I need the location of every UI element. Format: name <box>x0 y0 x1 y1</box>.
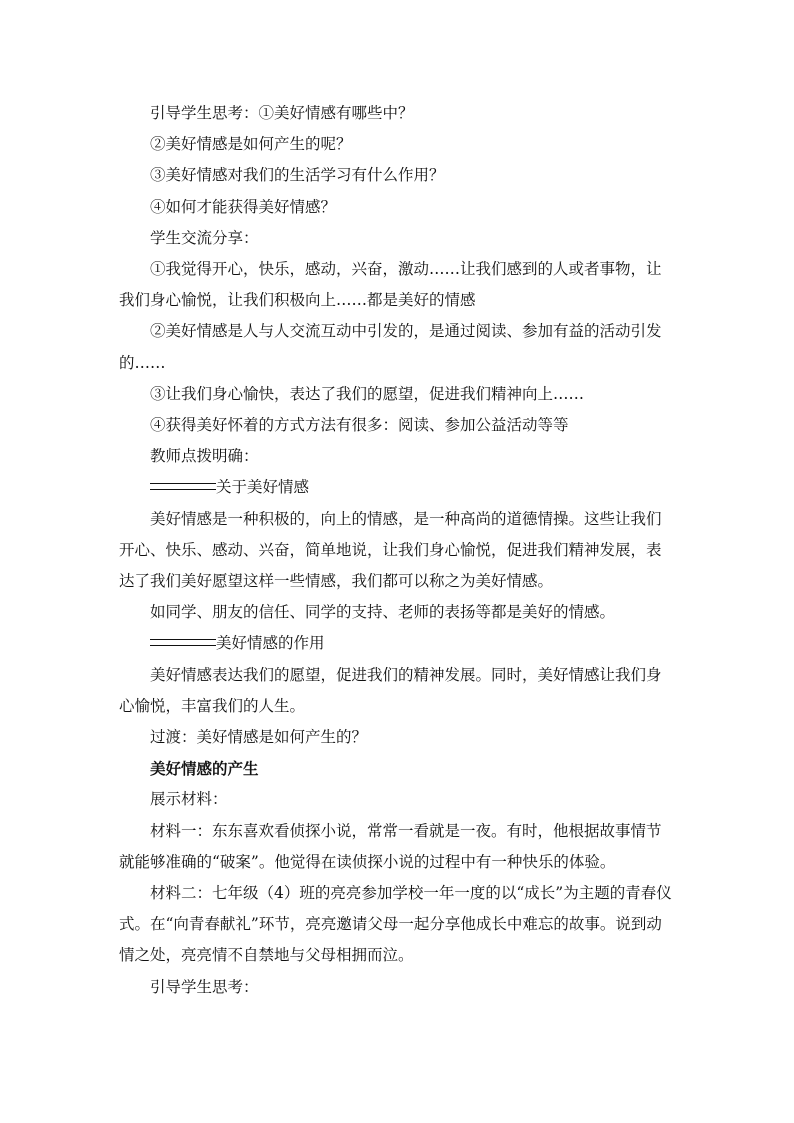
paragraph-guide-think: 引导学生思考： <box>150 977 259 996</box>
paragraph-show-material: 展示材料： <box>150 790 228 809</box>
paragraph-examples: 如同学、朋友的信任、同学的支持、老师的表扬等都是美好的情感。 <box>150 603 616 622</box>
paragraph-answer-1: ①我觉得开心，快乐，感动，兴奋，激动……让我们感到的人或者事物，让我们身心愉悦，让我们积极向上……都是美好的情感 <box>119 260 662 310</box>
subheading-text: 美好情感的作用 <box>216 634 325 653</box>
subheading-emotion-role <box>119 628 675 659</box>
paragraph-transition: 过渡：美好情感是如何产生的？ <box>150 728 368 747</box>
paragraph-definition: 美好情感是一种积极的，向上的情感，是一种高尚的道德情操。这些让我们开心、快乐、感动、兴奋，简单地说，让我们身心愉悦，促进我们精神发展，表达了我们美好愿望这样一些情感，我们都可以称之为美好情感。 <box>119 509 662 591</box>
double-rule-icon <box>150 483 216 490</box>
section-heading-origin: 美好情感的产生 <box>150 759 259 779</box>
paragraph-role: 美好情感表达我们的愿望，促进我们的精神发展。同时，美好情感让我们身心愉悦，丰富我们的人生。 <box>119 665 662 715</box>
paragraph-question-4: ④如何才能获得美好情感？ <box>150 197 337 216</box>
paragraph-student-share: 学生交流分享： <box>150 228 259 247</box>
paragraph-answer-2: ②美好情感是人与人交流互动中引发的，是通过阅读、参加有益的活动引发的…… <box>119 322 662 372</box>
document-body <box>119 98 675 1003</box>
paragraph-answer-4: ④获得美好怀着的方式方法有很多：阅读、参加公益活动等等 <box>150 416 569 435</box>
paragraph-guide-questions: 引导学生思考：①美好情感有哪些中？ <box>150 104 414 122</box>
paragraph-answer-3: ③让我们身心愉快，表达了我们的愿望，促进我们精神向上…… <box>150 384 585 403</box>
subheading-about-emotion <box>119 472 675 503</box>
paragraph-question-3: ③美好情感对我们的生活学习有什么作用？ <box>150 166 445 185</box>
paragraph-material-1: 材料一：东东喜欢看侦探小说，常常一看就是一夜。有时，他根据故事情节就能够准确的“破案”。他觉得在读侦探小说的过程中有一种快乐的体验。 <box>119 821 662 871</box>
double-rule-icon <box>150 639 216 646</box>
paragraph-material-2: 材料二：七年级（4）班的亮亮参加学校一年一度的以“成长”为主题的青春仪式。在“向青春献礼”环节，亮亮邀请父母一起分享他成长中难忘的故事。说到动情之处，亮亮情不自禁地与父母相拥而泣。 <box>119 884 672 965</box>
subheading-text: 关于美好情感 <box>216 478 310 497</box>
paragraph-question-2: ②美好情感是如何产生的呢？ <box>150 135 352 154</box>
paragraph-teacher-clarify: 教师点拨明确： <box>150 447 259 466</box>
